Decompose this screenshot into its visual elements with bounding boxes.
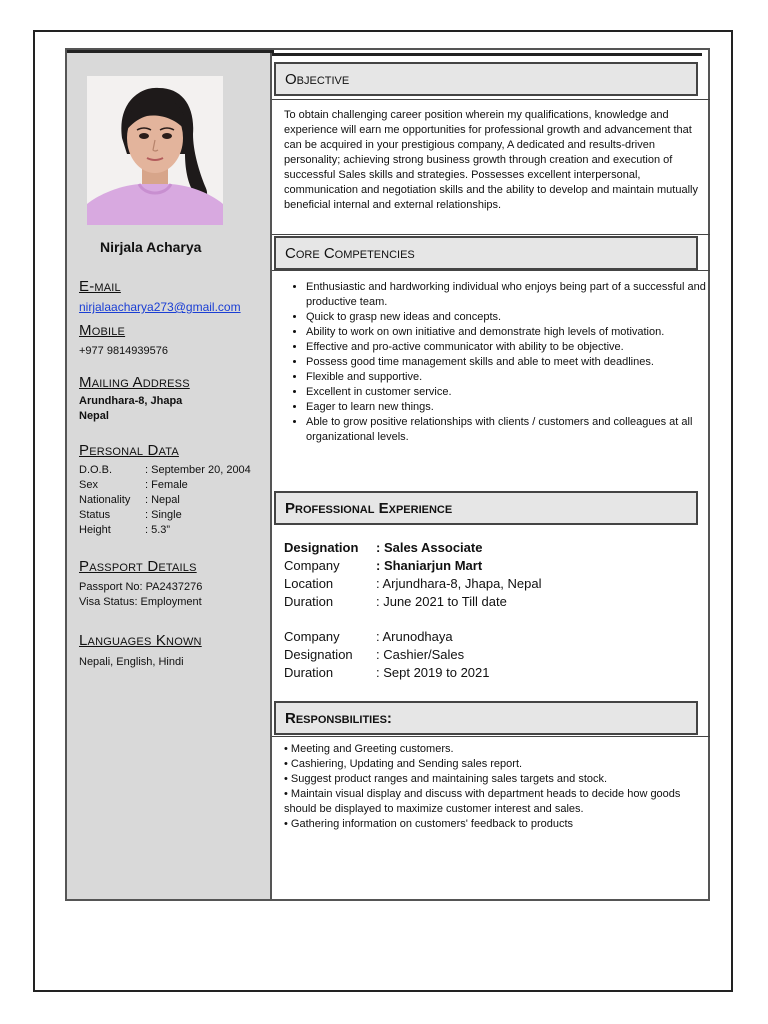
mobile-number: +977 9814939576 [79,345,169,357]
list-item: • Suggest product ranges and maintaining sales targets and stock. [284,773,608,785]
list-item: • Maintain visual display and discuss with department heads to decide how goods should be displayed to maximize customer interest and sales. [284,788,681,815]
job2-row-duration: Duration : Sept 2019 to 2021 [284,665,490,680]
objective-divider [272,99,710,100]
experience-job-2 [284,628,702,682]
profile-photo-icon [87,76,223,225]
list-item: • Eager to learn new things. [306,400,724,415]
responsibilities-divider [272,736,710,737]
personal-data-list [79,463,269,538]
competencies-heading: Core Competencies [274,236,698,270]
address-heading: Mailing Address [79,374,190,391]
experience-heading: Professional Experience [274,491,698,525]
competencies-list [284,280,724,445]
list-item: • Gathering information on customers' feedback to products [284,818,574,830]
list-item: • Ability to work on own initiative and demonstrate high levels of motivation. [306,325,724,340]
competencies-top-divider [272,234,710,235]
main-content [272,48,710,901]
personal-row-height: Height : 5.3” [79,524,171,536]
objective-text: To obtain challenging career position wherein my qualifications, knowledge and experience will earn me opportunities for professional growth and advancement that can be acquired in your prestigious company, A dedicated and results-driven personality; achieving strong business growth through creation and execution of successful Sales skills and strategies. Possesses excellent interpersonal, communication and negotiation skills and the ability to develop and maintain mutually beneficial internal and external relationships. [284,109,698,211]
sidebar [65,48,272,901]
experience-job-1 [284,539,702,611]
languages-heading: Languages Known [79,632,202,649]
address-line-1: Arundhara-8, Jhapa [79,395,183,407]
list-item: • Flexible and supportive. [306,370,724,385]
email-link[interactable]: nirjalaacharya273@gmail.com [79,300,241,314]
sidebar-top-rule [67,50,274,53]
languages-list: Nepali, English, Hindi [79,656,184,668]
job1-row-designation: Designation : Sales Associate [284,540,483,555]
list-item: • Enthusiastic and hardworking individual who enjoys being part of a successful and productive team. [306,280,724,310]
passport-heading: Passport Details [79,558,197,575]
personal-row-sex: Sex : Female [79,479,188,491]
personal-data-heading: Personal Data [79,442,179,459]
email-heading: E-mail [79,278,121,295]
responsibilities-list [284,742,702,832]
objective-heading: Objective [274,62,698,96]
personal-row-dob: D.O.B. : September 20, 2004 [79,464,251,476]
personal-row-nationality: Nationality : Nepal [79,494,180,506]
list-item: • Excellent in customer service. [306,385,724,400]
candidate-name: Nirjala Acharya [100,239,202,255]
personal-row-status: Status : Single [79,509,182,521]
list-item: • Possess good time management skills and able to meet with deadlines. [306,355,724,370]
resume [65,48,710,901]
mobile-heading: Mobile [79,322,126,339]
job1-row-duration: Duration : June 2021 to Till date [284,594,507,609]
list-item: • Meeting and Greeting customers. [284,743,454,755]
list-item: • Able to grow positive relationships with clients / customers and colleagues at all organizational levels. [306,415,724,445]
passport-number: Passport No: PA2437276 [79,581,203,593]
competencies-divider [272,270,710,271]
main-top-rule [272,53,702,56]
address-line-2: Nepal [79,410,109,422]
visa-status: Visa Status: Employment [79,596,202,608]
job1-row-location: Location : Arjundhara-8, Jhapa, Nepal [284,576,542,591]
job1-row-company: Company : Shaniarjun Mart [284,558,483,573]
job2-row-designation: Designation : Cashier/Sales [284,647,465,662]
responsibilities-heading: Responsbilities: [274,701,698,735]
list-item: • Quick to grasp new ideas and concepts. [306,310,724,325]
list-item: • Effective and pro-active communicator with ability to be objective. [306,340,724,355]
job2-row-company: Company : Arunodhaya [284,629,453,644]
list-item: • Cashiering, Updating and Sending sales report. [284,758,523,770]
email-container [79,300,241,316]
